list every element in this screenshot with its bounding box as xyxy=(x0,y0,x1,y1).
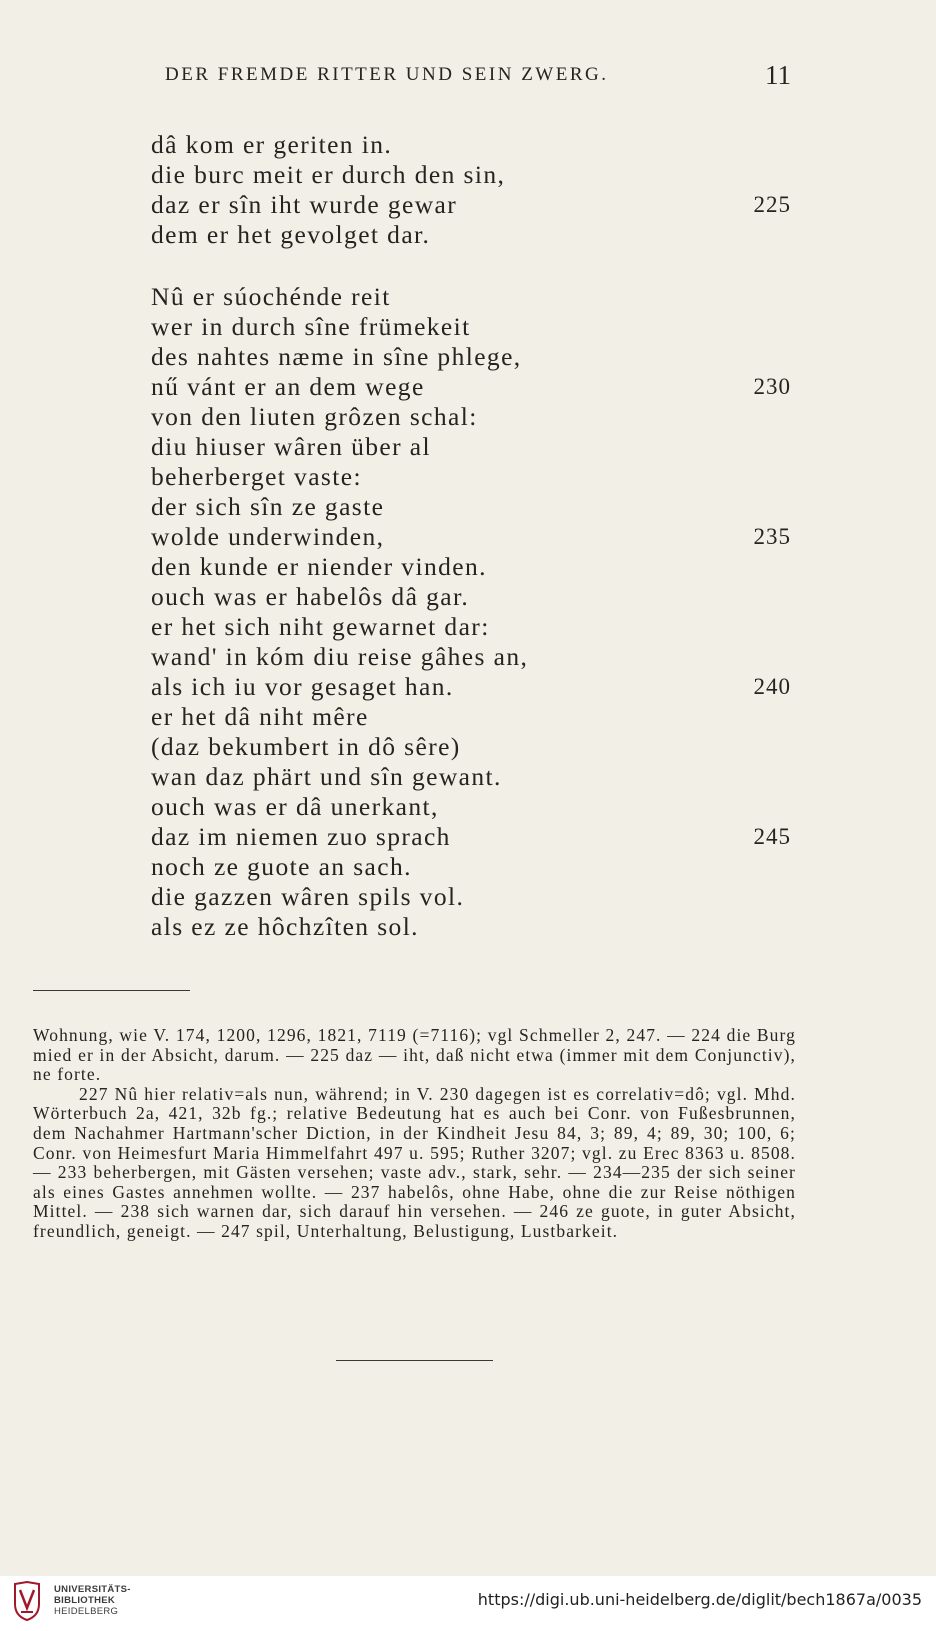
poem-line-text: nű vánt er an dem wege xyxy=(151,372,425,401)
poem-line xyxy=(151,672,791,702)
poem-line xyxy=(151,282,791,312)
line-number: 230 xyxy=(753,374,791,399)
footnote-paragraph-1: Wohnung, wie V. 174, 1200, 1296, 1821, 7119 (=7116); vgl Schmeller 2, 247. — 224 die Burg mied er in der Absicht, darum. — 225 daz — iht, daß nicht etwa (immer mit dem Conjunctiv), ne forte. xyxy=(33,1025,796,1085)
university-library-logo-icon xyxy=(12,1580,42,1622)
library-name-line-2: BIBLIOTHEK xyxy=(54,1595,116,1606)
poem-line-text: ouch was er habelôs dâ gar. xyxy=(151,582,470,611)
poem-line xyxy=(151,312,791,342)
poem-line-text: diu hiuser wâren über al xyxy=(151,432,432,461)
library-name-line-3: HEIDELBERG xyxy=(54,1606,119,1617)
poem-line xyxy=(151,492,791,522)
poem-line-text: daz im niemen zuo sprach xyxy=(151,822,451,851)
footnote-paragraph-2: 227 Nû hier relativ=als nun, während; in V. 230 dagegen ist es correlativ=dô; vgl. Mhd. Wörterbuch 2a, 421, 32b fg.; relative Bedeutung hat es auch bei Conr. von Fußesbrunnen, dem Nachahmer Hartmann'scher Diction, in der Kindheit Jesu 84, 3; 89, 4; 89, 30; 100, 6; Conr. von Heimesfurt Maria Himmelfahrt 497 u. 595; Ruther 3207; vgl. zu Erec 8363 u. 8508. — 233 beherbergen, mit Gästen versehen; vaste adv., stark, sehr. — 234—235 der sich seiner als eines Gastes annehmen wollte. — 237 habelôs, ohne Habe, ohne die zur Reise nöthigen Mittel. — 238 sich warnen dar, sich darauf hin versehen. — 246 ze guote, in guter Absicht, freundlich, geneigt. — 247 spil, Unterhaltung, Belustigung, Lustbarkeit. xyxy=(33,1083,796,1241)
library-name xyxy=(54,1584,131,1617)
line-number: 235 xyxy=(753,524,791,549)
poem-line-text: den kunde er niender vinden. xyxy=(151,552,487,581)
poem-line xyxy=(151,702,791,732)
poem-text xyxy=(151,130,791,942)
poem-line xyxy=(151,732,791,762)
poem-line-text: der sich sîn ze gaste xyxy=(151,492,385,521)
end-divider xyxy=(336,1360,493,1361)
line-number: 225 xyxy=(753,192,791,217)
poem-line xyxy=(151,432,791,462)
poem-line-text: als ich iu vor gesaget han. xyxy=(151,672,454,701)
poem-line xyxy=(151,792,791,822)
poem-line-text: dem er het gevolget dar. xyxy=(151,220,431,249)
poem-line xyxy=(151,762,791,792)
poem-line xyxy=(151,852,791,882)
poem-line-text: wer in durch sîne frümekeit xyxy=(151,312,471,341)
footnotes xyxy=(33,1026,796,1242)
poem-line-text: die gazzen wâren spils vol. xyxy=(151,882,465,911)
poem-line-text: ouch was er dâ unerkant, xyxy=(151,792,439,821)
poem-line xyxy=(151,220,791,250)
permalink-url[interactable]: https://digi.ub.uni-heidelberg.de/diglit/bech1867a/0035 xyxy=(477,1590,922,1609)
poem-line xyxy=(151,642,791,672)
poem-line xyxy=(151,822,791,852)
poem-line xyxy=(151,522,791,552)
poem-line xyxy=(151,882,791,912)
poem-line-text: daz er sîn iht wurde gewar xyxy=(151,190,458,219)
poem-line-text: als ez ze hôchzîten sol. xyxy=(151,912,419,941)
poem-line xyxy=(151,582,791,612)
poem-line-text: wan daz phärt und sîn gewant. xyxy=(151,762,502,791)
poem-line-text: des nahtes næme in sîne phlege, xyxy=(151,342,522,371)
poem-line xyxy=(151,402,791,432)
page-number: 11 xyxy=(765,60,791,90)
poem-line-text: noch ze guote an sach. xyxy=(151,852,412,881)
poem-line-text: wolde underwinden, xyxy=(151,522,385,551)
poem-line-text: beherberget vaste: xyxy=(151,462,362,491)
poem-line-text: wand' in kóm diu reise gâhes an, xyxy=(151,642,529,671)
poem-line xyxy=(151,190,791,220)
poem-line-text: die burc meit er durch den sin, xyxy=(151,160,506,189)
library-name-line-1: UNIVERSITÄTS- xyxy=(54,1584,131,1595)
line-number: 240 xyxy=(753,674,791,699)
poem-line xyxy=(151,912,791,942)
poem-line xyxy=(151,130,791,160)
poem-line xyxy=(151,462,791,492)
poem-line-text: er het dâ niht mêre xyxy=(151,702,369,731)
running-title: DER FREMDE RITTER UND SEIN ZWERG. xyxy=(165,64,609,85)
poem-line-text: er het sich niht gewarnet dar: xyxy=(151,612,490,641)
poem-line xyxy=(151,342,791,372)
poem-line xyxy=(151,612,791,642)
poem-line-text: (daz bekumbert in dô sêre) xyxy=(151,732,461,761)
poem-line xyxy=(151,160,791,190)
poem-line-text: Nû er súochénde reit xyxy=(151,282,391,311)
line-number: 245 xyxy=(753,824,791,849)
poem-line-text: von den liuten grôzen schal: xyxy=(151,402,478,431)
poem-line xyxy=(151,372,791,402)
poem-line-text: dâ kom er geriten in. xyxy=(151,130,393,159)
footnote-divider xyxy=(33,990,190,991)
poem-line xyxy=(151,552,791,582)
